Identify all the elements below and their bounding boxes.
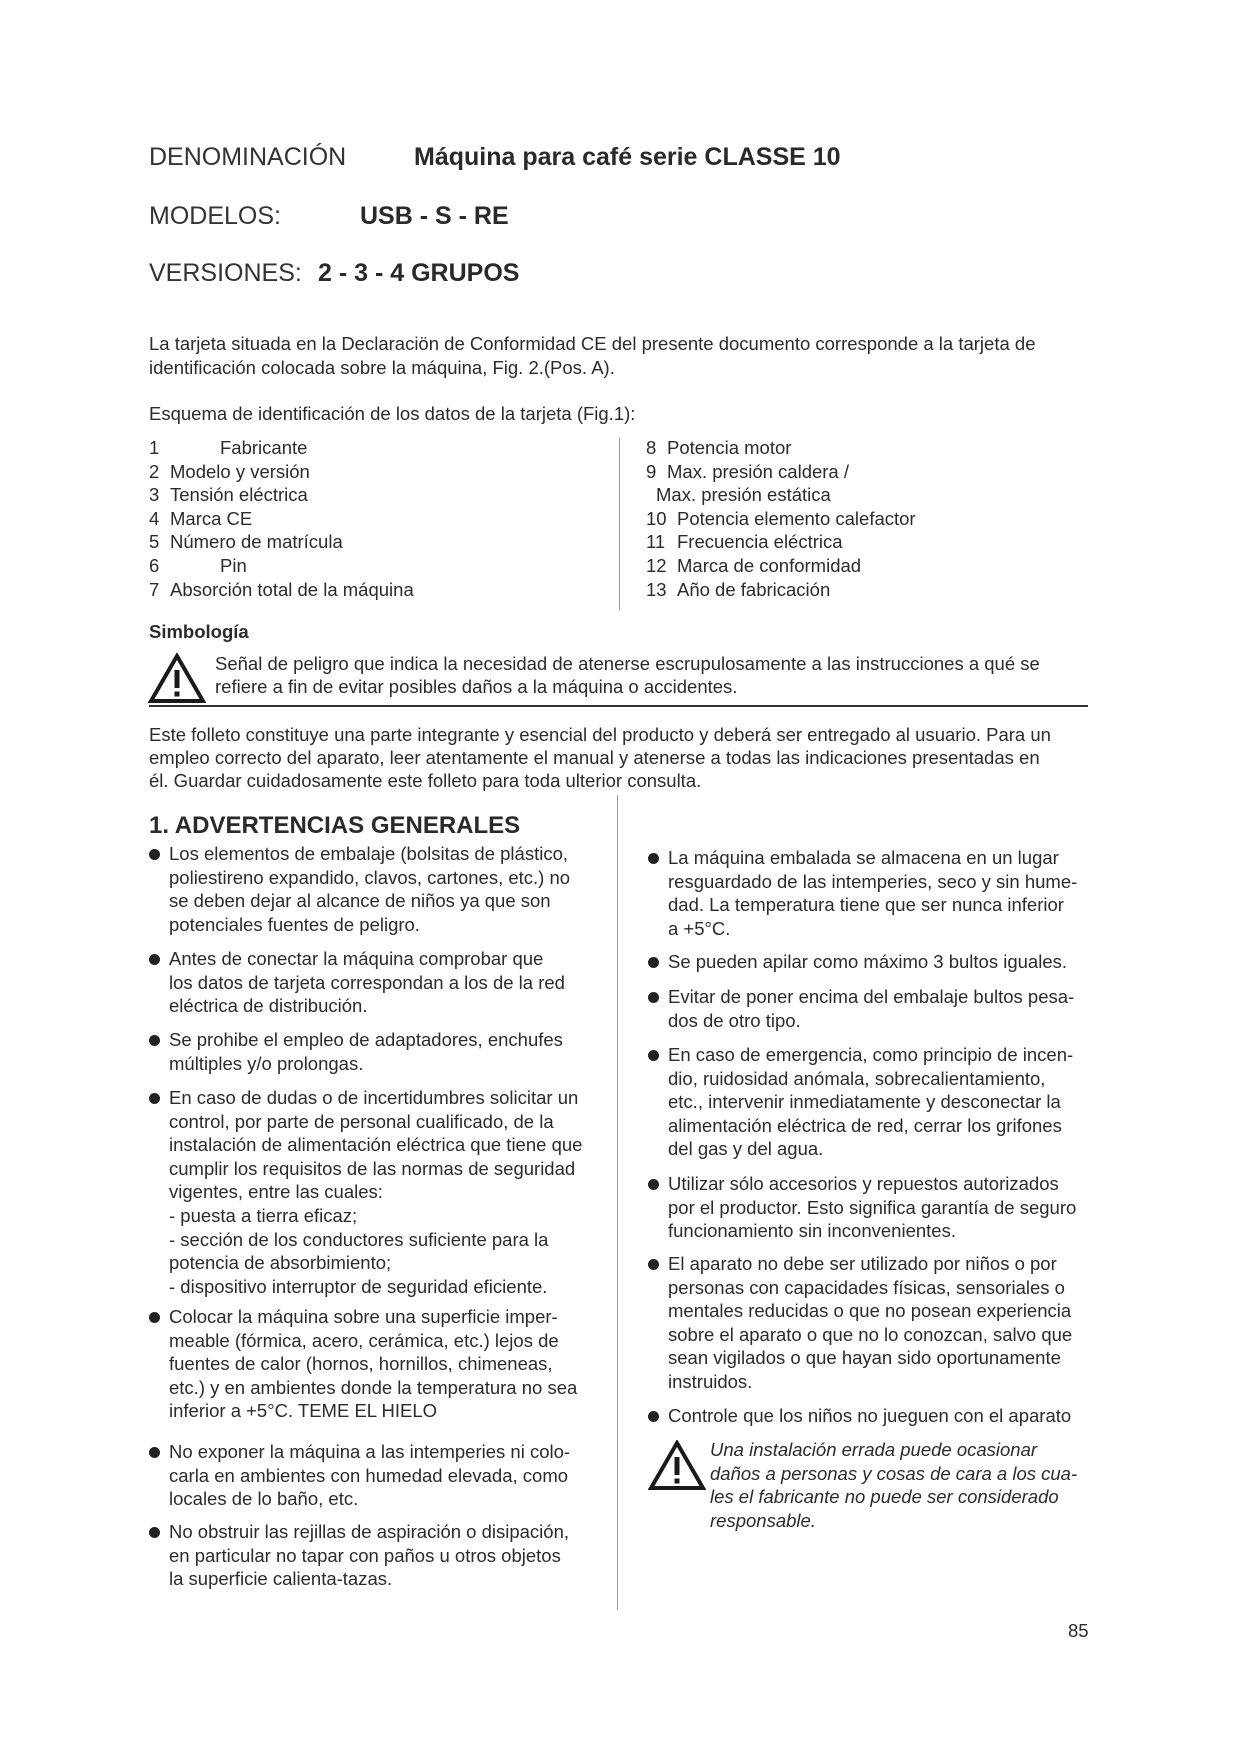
simbologia-title: Simbología: [149, 621, 249, 642]
bullet-item: Utilizar sólo accesorios y repuestos autorizados por el productor. Esto significa garantía de seguro funcionamiento sin inconvenientes.: [648, 1172, 1076, 1243]
bullet-item: Se prohibe el empleo de adaptadores, enchufes múltiples y/o prolongas.: [149, 1028, 563, 1075]
bullet-dot-icon: [149, 1527, 160, 1538]
list-item: 10 Potencia elemento calefactor: [646, 507, 916, 529]
bullet-dot-icon: [648, 957, 659, 968]
folleto-line-2: empleo correcto del aparato, leer atentamente el manual y atenerse a todas las indicaciones presentadas en: [149, 747, 1040, 768]
bullet-dot-icon: [149, 954, 160, 965]
denominacion-label: DENOMINACIÓN: [149, 143, 347, 171]
separator-line: [149, 705, 1088, 707]
bullet-dot-icon: [149, 849, 160, 860]
list-item: 7 Absorción total de la máquina: [149, 578, 414, 600]
list-item: 5 Número de matrícula: [149, 531, 343, 553]
versiones-label: VERSIONES:: [149, 259, 302, 287]
list-item: 8 Potencia motor: [646, 437, 792, 458]
page-number: 85: [1068, 1620, 1089, 1641]
folleto-line-1: Este folleto constituye una parte integrante y esencial del producto y deberá ser entregado al usuario. Para un: [149, 724, 1051, 745]
schema-caption: Esquema de identificación de los datos de la tarjeta (Fig.1):: [149, 403, 636, 424]
warning-triangle-icon: [648, 1440, 706, 1491]
column-divider-main: [617, 795, 618, 1610]
final-warning-text: Una instalación errada puede ocasionar daños a personas y cosas de cara a los cua- les el fabricante no puede ser considerado responsable.: [710, 1439, 1078, 1531]
warning-triangle-icon: [148, 653, 206, 704]
bullet-item: Los elementos de embalaje (bolsitas de plástico, poliestireno expandido, clavos, cartones, etc.) no se deben dejar al alcance de niños ya que son potenciales fuentes de peligro.: [149, 842, 570, 936]
bullet-dot-icon: [648, 1259, 659, 1270]
intro-line-2: identificación colocada sobre la máquina, Fig. 2.(Pos. A).: [149, 357, 615, 378]
denominacion-value: Máquina para café serie CLASSE 10: [414, 143, 841, 171]
bullet-dot-icon: [648, 853, 659, 864]
modelos-label: MODELOS:: [149, 202, 281, 230]
list-item: 13 Año de fabricación: [646, 578, 831, 600]
list-item: 2 Modelo y versión: [149, 460, 310, 482]
list-item: 9 Max. presión caldera /: [646, 460, 850, 482]
bullet-item: El aparato no debe ser utilizado por niños o por personas con capacidades físicas, sensoriales o mentales reducidas o que no posean experiencia sobre el aparato o que no lo conozcan, salvo que sean vigilados o que hayan sido oportunamente instruidos.: [648, 1252, 1072, 1394]
bullet-item: No obstruir las rejillas de aspiración o disipación, en particular no tapar con paños u otros objetos la superficie calienta-tazas.: [149, 1520, 569, 1591]
bullet-item: Controle que los niños no jueguen con el aparato: [648, 1404, 1071, 1428]
bullet-dot-icon: [149, 1093, 160, 1104]
bullet-item: La máquina embalada se almacena en un lugar resguardado de las intemperies, seco y sin hume- dad. La temperatura tiene que ser nunca inferior a +5°C.: [648, 846, 1077, 940]
list-item: 12 Marca de conformidad: [646, 554, 862, 576]
modelos-value: USB - S - RE: [360, 202, 509, 230]
bullet-dot-icon: [648, 992, 659, 1003]
column-divider: [619, 438, 620, 610]
simbologia-text-1: Señal de peligro que indica la necesidad de atenerse escrupulosamente a las instrucciones a qué se: [215, 653, 1040, 674]
list-item: 6 Pin: [149, 554, 247, 576]
section-title: 1. ADVERTENCIAS GENERALES: [149, 812, 521, 839]
bullet-item: Antes de conectar la máquina comprobar que los datos de tarjeta correspondan a los de la red eléctrica de distribución.: [149, 947, 565, 1018]
bullet-dot-icon: [648, 1411, 659, 1422]
bullet-item: No exponer la máquina a las intemperies ni colo- carla en ambientes con humedad elevada, como locales de lo baño, etc.: [149, 1440, 570, 1511]
bullet-dot-icon: [149, 1312, 160, 1323]
simbologia-text-2: refiere a fin de evitar posibles daños a la máquina o accidentes.: [215, 676, 738, 697]
versiones-value: 2 - 3 - 4 GRUPOS: [318, 259, 520, 287]
bullet-dot-icon: [149, 1035, 160, 1046]
list-item: 3 Tensión eléctrica: [149, 484, 308, 506]
bullet-dot-icon: [648, 1050, 659, 1061]
bullet-item: Evitar de poner encima del embalaje bultos pesa- dos de otro tipo.: [648, 985, 1074, 1032]
bullet-dot-icon: [648, 1179, 659, 1190]
folleto-line-3: él. Guardar cuidadosamente este folleto para toda ulterior consulta.: [149, 770, 702, 791]
list-item: 11 Frecuencia eléctrica: [646, 531, 843, 553]
bullet-dot-icon: [149, 1447, 160, 1458]
bullet-item: En caso de dudas o de incertidumbres solicitar un control, por parte de personal cualificado, de la instalación de alimentación eléctrica que tiene que cumplir los requisitos de las normas de seguridad vigentes, entre las cuales: - puesta a tierra eficaz; - sección de los conductores suficiente para la potencia de absorbimiento; - dispositivo interruptor de seguridad eficiente.: [149, 1086, 582, 1298]
identification-list-right: [646, 436, 916, 601]
bullet-item: En caso de emergencia, como principio de incen- dio, ruidosidad anómala, sobrecalientamiento, etc., intervenir inmediatamente y desconectar la alimentación eléctrica de red, cerrar los grifones del gas y del agua.: [648, 1043, 1073, 1161]
intro-line-1: La tarjeta situada en la Declaraciön de Conformidad CE del presente documento corresponde a la tarjeta de: [149, 333, 1036, 354]
bullet-item: Se pueden apilar como máximo 3 bultos iguales.: [648, 950, 1067, 974]
identification-list-left: [149, 436, 414, 601]
bullet-item: Colocar la máquina sobre una superficie imper- meable (fórmica, acero, cerámica, etc.) lejos de fuentes de calor (hornos, hornillos, chimeneas, etc.) y en ambientes donde la temperatura no sea inferior a +5°C. TEME EL HIELO: [149, 1305, 577, 1423]
list-item: 1 Fabricante: [149, 437, 308, 458]
list-item: 4 Marca CE: [149, 507, 253, 529]
list-item: Max. presión estática: [656, 484, 831, 506]
